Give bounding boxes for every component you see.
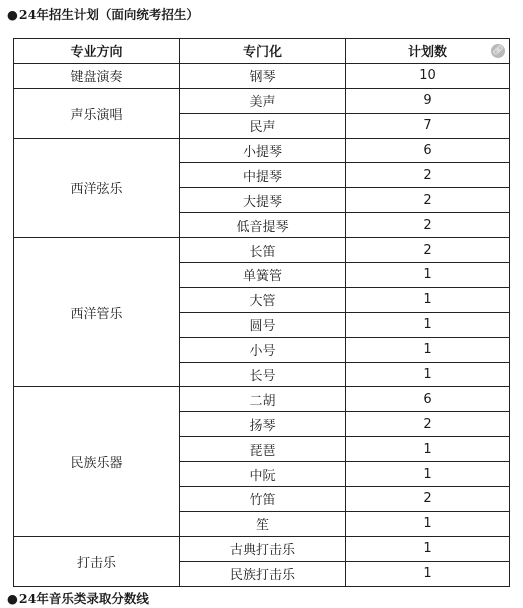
count-cell: 1	[346, 362, 510, 387]
specialty-cell: 民族打击乐	[180, 561, 346, 586]
section-heading-admission-scores	[7, 589, 149, 607]
count-cell: 2	[346, 487, 510, 512]
count-cell: 2	[346, 238, 510, 263]
direction-cell: 西洋管乐	[14, 238, 180, 387]
count-cell: 6	[346, 387, 510, 412]
link-icon[interactable]: 🔗︎	[492, 46, 504, 56]
table-header-row	[14, 39, 510, 64]
specialty-cell: 大提琴	[180, 188, 346, 213]
specialty-cell: 小提琴	[180, 138, 346, 163]
direction-cell: 打击乐	[14, 536, 180, 586]
count-cell: 2	[346, 412, 510, 437]
specialty-cell: 长笛	[180, 238, 346, 263]
header-direction: 专业方向	[14, 39, 180, 64]
header-count-label: 计划数	[407, 45, 447, 61]
count-cell: 1	[346, 287, 510, 312]
specialty-cell: 大管	[180, 287, 346, 312]
count-cell: 6	[346, 138, 510, 163]
specialty-cell: 低音提琴	[180, 213, 346, 238]
count-cell: 1	[346, 536, 510, 561]
bullet-icon: ●	[7, 591, 18, 606]
specialty-cell: 琵琶	[180, 437, 346, 462]
count-cell: 2	[346, 188, 510, 213]
section-heading-enrollment-plan	[7, 5, 199, 23]
direction-cell: 民族乐器	[14, 387, 180, 536]
count-cell: 1	[346, 437, 510, 462]
heading-text: 24年招生计划（面向统考招生）	[18, 7, 199, 22]
table-body	[14, 63, 510, 586]
specialty-cell: 小号	[180, 337, 346, 362]
table-row	[14, 536, 510, 561]
table-row	[14, 138, 510, 163]
count-cell: 1	[346, 561, 510, 586]
enrollment-plan-table	[13, 38, 510, 587]
header-specialty: 专门化	[180, 39, 346, 64]
direction-cell: 西洋弦乐	[14, 138, 180, 238]
count-cell: 1	[346, 263, 510, 288]
table-row	[14, 238, 510, 263]
specialty-cell: 中阮	[180, 462, 346, 487]
specialty-cell: 长号	[180, 362, 346, 387]
specialty-cell: 圆号	[180, 312, 346, 337]
specialty-cell: 笙	[180, 511, 346, 536]
specialty-cell: 钢琴	[180, 63, 346, 88]
specialty-cell: 中提琴	[180, 163, 346, 188]
count-cell: 7	[346, 113, 510, 138]
header-count	[346, 39, 510, 64]
count-cell: 1	[346, 337, 510, 362]
specialty-cell: 古典打击乐	[180, 536, 346, 561]
specialty-cell: 二胡	[180, 387, 346, 412]
direction-cell: 键盘演奏	[14, 63, 180, 88]
count-cell: 9	[346, 88, 510, 113]
table-row	[14, 387, 510, 412]
specialty-cell: 单簧管	[180, 263, 346, 288]
table-row	[14, 88, 510, 113]
heading-text: 24年音乐类录取分数线	[18, 591, 149, 606]
count-cell: 10	[346, 63, 510, 88]
specialty-cell: 美声	[180, 88, 346, 113]
direction-cell: 声乐演唱	[14, 88, 180, 138]
table-row	[14, 63, 510, 88]
count-cell: 1	[346, 511, 510, 536]
count-cell: 2	[346, 163, 510, 188]
bullet-icon: ●	[7, 7, 18, 22]
count-cell: 1	[346, 312, 510, 337]
specialty-cell: 扬琴	[180, 412, 346, 437]
specialty-cell: 民声	[180, 113, 346, 138]
specialty-cell: 竹笛	[180, 487, 346, 512]
count-cell: 1	[346, 462, 510, 487]
count-cell: 2	[346, 213, 510, 238]
